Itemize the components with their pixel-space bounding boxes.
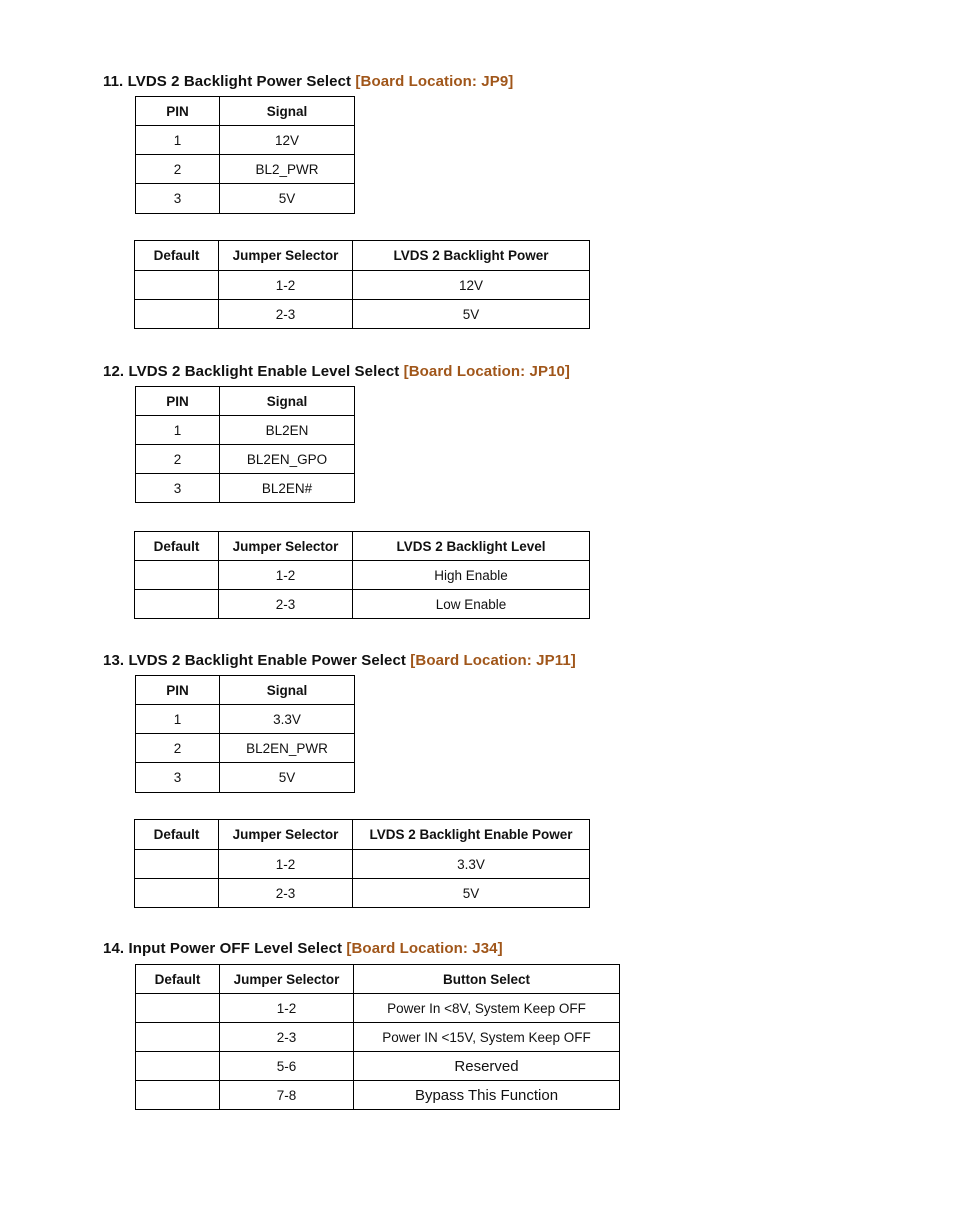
section-number: 14.	[103, 940, 125, 957]
pin-cell: 1	[136, 126, 220, 155]
jumper-cell: 7-8	[220, 1081, 354, 1110]
table-row	[136, 126, 355, 155]
signal-cell: BL2_PWR	[220, 155, 355, 184]
default-header: Default	[135, 241, 219, 271]
table-row	[136, 155, 355, 184]
default-cell	[135, 850, 219, 879]
setting-header: LVDS 2 Backlight Power	[353, 241, 590, 271]
setting-cell: Power In <8V, System Keep OFF	[354, 994, 620, 1023]
table-row	[135, 271, 590, 300]
jumper-cell: 2-3	[219, 300, 353, 329]
pin-cell: 3	[136, 184, 220, 214]
table-row	[136, 994, 620, 1023]
jumper-table-j34	[135, 964, 620, 1110]
table-row	[135, 590, 590, 619]
jumper-cell: 5-6	[220, 1052, 354, 1081]
jumper-table-jp11	[134, 819, 590, 908]
jumper-table-jp10	[134, 531, 590, 619]
section-number: 11.	[103, 73, 124, 90]
section-number: 13.	[103, 652, 125, 669]
signal-cell: BL2EN#	[220, 474, 355, 503]
section-title: Input Power OFF Level Select	[128, 940, 343, 957]
table-row	[135, 300, 590, 329]
table-row	[136, 184, 355, 214]
setting-cell: Low Enable	[353, 590, 590, 619]
jumper-cell: 1-2	[219, 271, 353, 300]
signal-cell: 5V	[220, 763, 355, 793]
section-title: LVDS 2 Backlight Enable Level Select	[128, 363, 400, 380]
setting-cell: 3.3V	[353, 850, 590, 879]
pin-table-jp9	[135, 96, 355, 214]
pin-cell: 3	[136, 474, 220, 503]
jumper-selector-header: Jumper Selector	[219, 241, 353, 271]
table-row	[136, 1081, 620, 1110]
signal-header: Signal	[220, 676, 355, 705]
default-header: Default	[136, 965, 220, 994]
jumper-selector-header: Jumper Selector	[220, 965, 354, 994]
section-number: 12.	[103, 363, 125, 380]
default-header: Default	[135, 532, 219, 561]
setting-cell: 12V	[353, 271, 590, 300]
default-cell	[135, 590, 219, 619]
pin-cell: 1	[136, 705, 220, 734]
pin-cell: 3	[136, 763, 220, 793]
pin-cell: 2	[136, 734, 220, 763]
table-row	[136, 445, 355, 474]
default-cell	[135, 271, 219, 300]
section-11-heading	[103, 73, 513, 90]
table-row	[136, 1023, 620, 1052]
pin-cell: 1	[136, 416, 220, 445]
setting-cell: Power IN <15V, System Keep OFF	[354, 1023, 620, 1052]
table-row	[135, 879, 590, 908]
section-14-heading	[103, 940, 503, 957]
signal-header: Signal	[220, 387, 355, 416]
table-row	[136, 734, 355, 763]
table-row	[136, 705, 355, 734]
jumper-cell: 2-3	[219, 879, 353, 908]
table-row	[136, 763, 355, 793]
jumper-selector-header: Jumper Selector	[219, 532, 353, 561]
setting-cell: High Enable	[353, 561, 590, 590]
jumper-selector-header: Jumper Selector	[219, 820, 353, 850]
default-cell	[136, 994, 220, 1023]
pin-cell: 2	[136, 445, 220, 474]
signal-header: Signal	[220, 97, 355, 126]
jumper-table-jp9	[134, 240, 590, 329]
signal-cell: 5V	[220, 184, 355, 214]
default-cell	[135, 879, 219, 908]
setting-cell: Reserved	[354, 1052, 620, 1081]
table-row	[136, 1052, 620, 1081]
section-title: LVDS 2 Backlight Enable Power Select	[128, 652, 407, 669]
board-location: [Board Location: J34]	[346, 940, 503, 957]
default-cell	[136, 1081, 220, 1110]
jumper-cell: 2-3	[220, 1023, 354, 1052]
jumper-cell: 1-2	[220, 994, 354, 1023]
board-location: [Board Location: JP9]	[355, 73, 514, 90]
table-row	[135, 561, 590, 590]
board-location: [Board Location: JP11]	[410, 652, 576, 669]
board-location: [Board Location: JP10]	[403, 363, 571, 380]
section-13-heading	[103, 652, 576, 669]
pin-header: PIN	[136, 97, 220, 126]
setting-header: LVDS 2 Backlight Enable Power	[353, 820, 590, 850]
signal-cell: BL2EN_GPO	[220, 445, 355, 474]
table-row	[136, 474, 355, 503]
pin-header: PIN	[136, 676, 220, 705]
setting-header: Button Select	[354, 965, 620, 994]
default-cell	[136, 1023, 220, 1052]
section-title: LVDS 2 Backlight Power Select	[127, 73, 352, 90]
setting-header: LVDS 2 Backlight Level	[353, 532, 590, 561]
signal-cell: 12V	[220, 126, 355, 155]
signal-cell: BL2EN	[220, 416, 355, 445]
default-cell	[135, 300, 219, 329]
pin-cell: 2	[136, 155, 220, 184]
pin-table-jp10	[135, 386, 355, 503]
signal-cell: 3.3V	[220, 705, 355, 734]
jumper-cell: 2-3	[219, 590, 353, 619]
table-row	[136, 416, 355, 445]
jumper-cell: 1-2	[219, 850, 353, 879]
default-cell	[135, 561, 219, 590]
table-row	[135, 850, 590, 879]
default-header: Default	[135, 820, 219, 850]
default-cell	[136, 1052, 220, 1081]
pin-header: PIN	[136, 387, 220, 416]
section-12-heading	[103, 363, 570, 380]
setting-cell: 5V	[353, 300, 590, 329]
setting-cell: Bypass This Function	[354, 1081, 620, 1110]
setting-cell: 5V	[353, 879, 590, 908]
jumper-cell: 1-2	[219, 561, 353, 590]
pin-table-jp11	[135, 675, 355, 793]
signal-cell: BL2EN_PWR	[220, 734, 355, 763]
